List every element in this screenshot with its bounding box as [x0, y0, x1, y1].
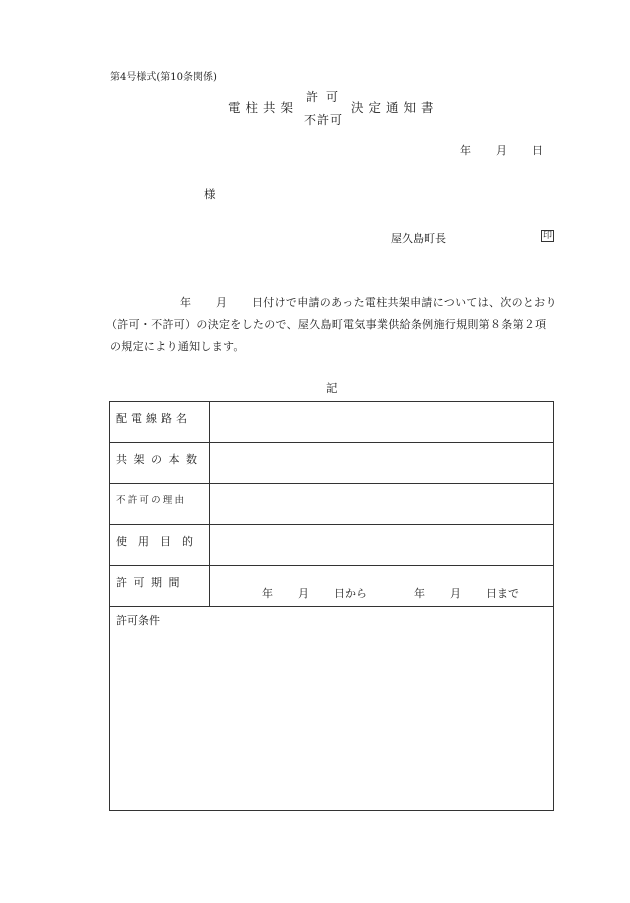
row-label-rejection-reason: 不許可の理由: [116, 495, 187, 506]
label-cell: [110, 484, 210, 525]
title-right: 決定通知書: [351, 100, 439, 115]
value-cell-rejection-reason[interactable]: [210, 484, 554, 525]
body-month-label: 月: [216, 296, 228, 309]
table-row: [110, 525, 554, 566]
conditions-cell[interactable]: [110, 607, 554, 811]
period-from-month: 月: [298, 587, 309, 600]
seal-mark: 印: [543, 231, 553, 241]
table-row: [110, 566, 554, 607]
conditions-label: 許可条件: [116, 614, 160, 627]
value-cell-pole-count[interactable]: [210, 443, 554, 484]
value-cell-line-name[interactable]: [210, 402, 554, 443]
issuer-name: 屋久島町長: [391, 232, 446, 245]
period-to-year: 年: [414, 587, 425, 600]
body-line3-text: の規定により通知します。: [110, 340, 245, 353]
ki-heading: 記: [326, 381, 338, 395]
date-year-label: 年: [460, 144, 471, 157]
addressee-suffix: 様: [204, 187, 216, 201]
row-label-purpose: 使用目的: [116, 535, 204, 548]
table-row: [110, 484, 554, 525]
form-number: 第4号様式(第10条関係): [110, 72, 217, 83]
value-cell-purpose[interactable]: [210, 525, 554, 566]
title-option-nonpermit: 不許可: [304, 113, 344, 127]
period-from-day: 日から: [334, 587, 367, 600]
table-row: [110, 402, 554, 443]
value-cell-period[interactable]: [210, 566, 554, 607]
title-option-permit: 許可: [306, 90, 347, 104]
period-to-day: 日まで: [486, 587, 519, 600]
title-left: 電柱共架: [228, 100, 299, 115]
body-line1-text: 日付けで申請のあった電柱共架申請については、次のとおり: [252, 296, 557, 309]
row-label-period: 許可期間: [116, 576, 186, 589]
date-day-label: 日: [532, 144, 543, 157]
label-cell: [110, 443, 210, 484]
label-cell: [110, 402, 210, 443]
period-to-month: 月: [450, 587, 461, 600]
body-year-label: 年: [180, 296, 192, 309]
label-cell: [110, 566, 210, 607]
row-label-line-name: 配電線路名: [116, 412, 191, 425]
table-row: [110, 443, 554, 484]
details-table: [109, 401, 554, 811]
label-cell: [110, 525, 210, 566]
row-label-pole-count: 共架の本数: [116, 453, 204, 466]
date-month-label: 月: [496, 144, 507, 157]
body-line2-text: （許可・不許可）の決定をしたので、屋久島町電気事業供給条例施行規則第８条第２項: [106, 318, 547, 331]
table-row: [110, 607, 554, 811]
period-from-year: 年: [262, 587, 273, 600]
